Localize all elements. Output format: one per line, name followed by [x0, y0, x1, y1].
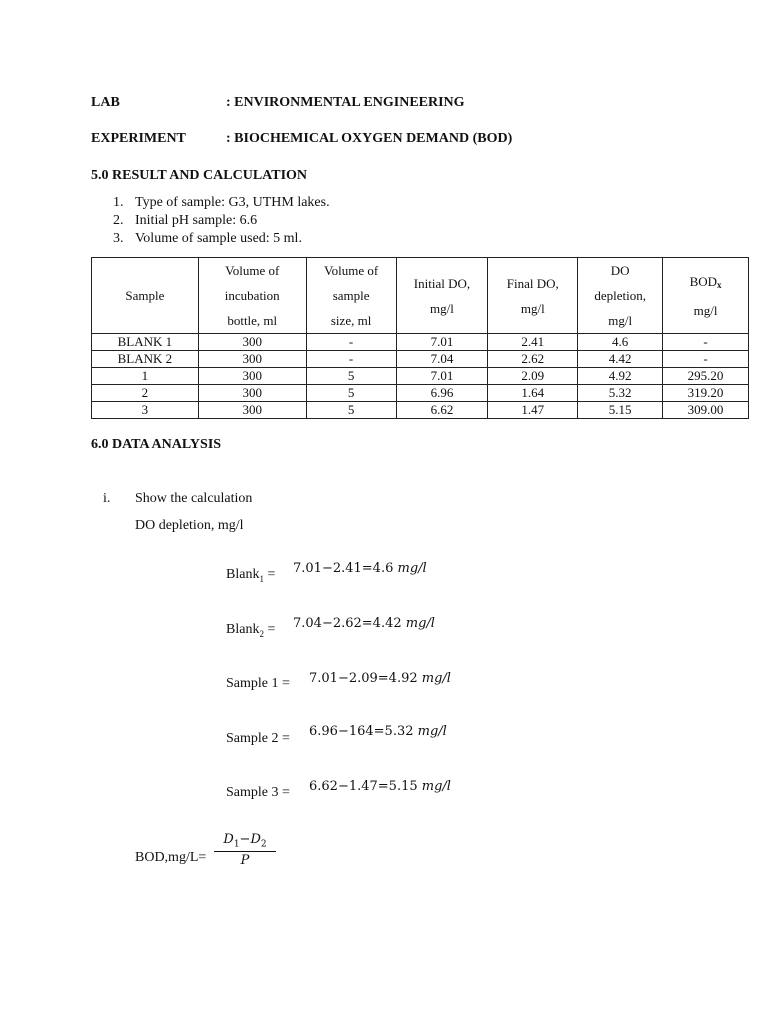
- col-header-bod: $BOD_x$ mg/l: [663, 258, 749, 334]
- table-cell: 2.41: [488, 334, 578, 351]
- experiment-label: EXPERIMENT: [91, 131, 186, 146]
- bod-formula-label: BOD,mg/L=: [135, 850, 207, 865]
- table-cell: 1.47: [488, 402, 578, 419]
- table-cell: 5: [306, 402, 396, 419]
- results-table: [91, 257, 749, 419]
- table-cell: 1.64: [488, 385, 578, 402]
- table-row: [92, 402, 749, 419]
- list-item: 1. Type of sample: G3, UTHM lakes.: [113, 195, 330, 210]
- table-cell: 300: [198, 368, 306, 385]
- table-cell: 5: [306, 368, 396, 385]
- table-cell: 4.6: [578, 334, 663, 351]
- list-item: 2. Initial pH sample: 6.6: [113, 213, 258, 228]
- table-cell: 319.20: [663, 385, 749, 402]
- table-cell: 7.04: [396, 351, 488, 368]
- table-cell: 5.32: [578, 385, 663, 402]
- table-cell: 2.62: [488, 351, 578, 368]
- equation-label-blank-1: Blank$_1$ =: [226, 567, 276, 584]
- equation-label-blank-2: Blank$_2$ =: [226, 622, 276, 639]
- col-header-final-do: Final DO, mg/l: [488, 258, 578, 334]
- table-row: [92, 334, 749, 351]
- table-cell: 295.20: [663, 368, 749, 385]
- table-cell: 7.01: [396, 334, 488, 351]
- table-cell: BLANK 1: [92, 334, 199, 351]
- table-cell: 3: [92, 402, 199, 419]
- lab-value: : ENVIRONMENTAL ENGINEERING: [226, 95, 465, 110]
- table-cell: -: [306, 351, 396, 368]
- equation-sample-2: 6.96−164=5.32 mg/l: [309, 724, 447, 739]
- table-cell: 300: [198, 334, 306, 351]
- table-row: [92, 368, 749, 385]
- bod-formula-fraction: [214, 832, 276, 868]
- equation-sample-3: 6.62−1.47=5.15 mg/l: [309, 779, 451, 794]
- table-cell: BLANK 2: [92, 351, 199, 368]
- section-6-title: 6.0 DATA ANALYSIS: [91, 437, 222, 452]
- table-cell: 309.00: [663, 402, 749, 419]
- table-cell: 2: [92, 385, 199, 402]
- table-cell: 1: [92, 368, 199, 385]
- table-cell: 5.15: [578, 402, 663, 419]
- table-cell: 300: [198, 351, 306, 368]
- table-cell: 7.01: [396, 368, 488, 385]
- experiment-value: : BIOCHEMICAL OXYGEN DEMAND (BOD): [226, 131, 513, 146]
- col-header-bottle-volume: Volume of incubation bottle, ml: [198, 258, 306, 334]
- calculation-instruction: Show the calculation: [135, 491, 253, 506]
- col-header-sample: Sample: [92, 258, 199, 334]
- table-cell: -: [663, 351, 749, 368]
- col-header-initial-do: Initial DO, mg/l: [396, 258, 488, 334]
- do-depletion-subheading: DO depletion, mg/l: [135, 518, 244, 533]
- table-row: [92, 385, 749, 402]
- equation-sample-1: 7.01−2.09=4.92 mg/l: [309, 671, 451, 686]
- table-cell: -: [663, 334, 749, 351]
- list-item: 3. Volume of sample used: 5 ml.: [113, 231, 302, 246]
- table-header-row: [92, 258, 749, 334]
- table-cell: 4.42: [578, 351, 663, 368]
- table-cell: 6.96: [396, 385, 488, 402]
- equation-label-sample-2: Sample 2 =: [226, 731, 290, 746]
- table-cell: 2.09: [488, 368, 578, 385]
- col-header-do-depletion: DO depletion, mg/l: [578, 258, 663, 334]
- equation-label-sample-1: Sample 1 =: [226, 676, 290, 691]
- equation-blank-2: 7.04−2.62=4.42 mg/l: [293, 616, 435, 631]
- lab-label: LAB: [91, 95, 120, 110]
- table-cell: 5: [306, 385, 396, 402]
- equation-blank-1: 7.01−2.41=4.6 mg/l: [293, 561, 427, 576]
- table-row: [92, 351, 749, 368]
- table-cell: -: [306, 334, 396, 351]
- equation-label-sample-3: Sample 3 =: [226, 785, 290, 800]
- item-number: i.: [103, 491, 111, 506]
- fraction-numerator: $D_1-D_2$: [214, 832, 276, 852]
- fraction-denominator: P: [240, 852, 250, 868]
- col-header-sample-volume: Volume of sample size, ml: [306, 258, 396, 334]
- table-cell: 300: [198, 402, 306, 419]
- table-cell: 6.62: [396, 402, 488, 419]
- table-cell: 4.92: [578, 368, 663, 385]
- section-5-title: 5.0 RESULT AND CALCULATION: [91, 168, 308, 183]
- table-cell: 300: [198, 385, 306, 402]
- sample-info-list: [113, 194, 330, 248]
